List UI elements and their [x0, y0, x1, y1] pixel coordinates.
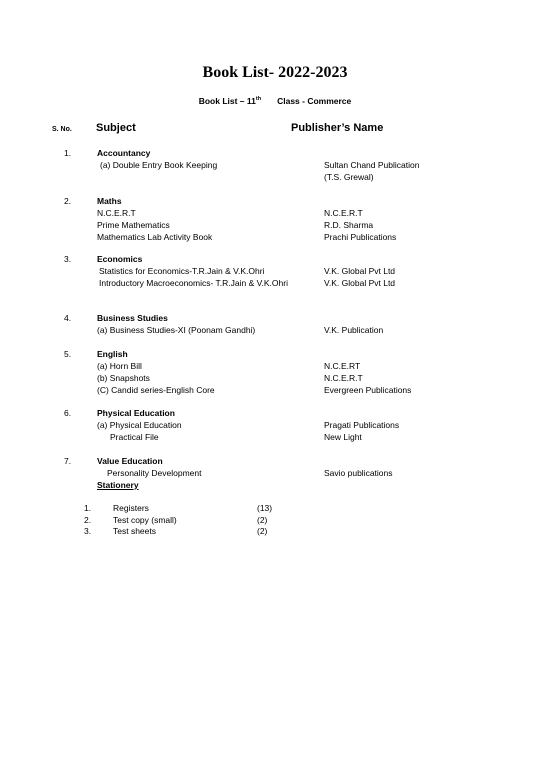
book-title: (a) Business Studies-XI (Poonam Gandhi) — [97, 325, 256, 335]
list-item — [84, 526, 397, 538]
book-title: N.C.E.R.T — [97, 208, 136, 218]
publisher-name: N.C.E.R.T — [324, 208, 363, 218]
section-number: 1. — [64, 148, 72, 158]
section-title: Economics — [97, 254, 143, 264]
section — [0, 407, 550, 455]
subtitle-superscript: th — [255, 96, 262, 103]
list-item — [0, 219, 550, 231]
section — [0, 312, 550, 348]
section-title: Maths — [97, 196, 122, 206]
section-number: 4. — [64, 313, 72, 323]
list-item — [84, 514, 397, 527]
section-number: 5. — [64, 349, 72, 359]
item-name: Test sheets — [113, 526, 156, 536]
section — [0, 348, 550, 407]
list-item — [0, 231, 550, 243]
subtitle-prefix: Book List – 11 — [198, 96, 256, 106]
section-title: Value Education — [97, 456, 163, 466]
list-item — [0, 384, 550, 396]
publisher-name: New Light — [324, 432, 362, 442]
publisher-name: Evergreen Publications — [324, 385, 412, 395]
section-number: 2. — [64, 196, 72, 206]
page-title: Book List- 2022-2023 — [202, 64, 348, 81]
item-number: 1. — [84, 503, 92, 513]
publisher-name: N.C.E.R.T — [324, 373, 363, 383]
book-title: (a) Double Entry Book Keeping — [100, 160, 218, 170]
list-item — [0, 467, 550, 479]
publisher-name: Prachi Publications — [324, 232, 397, 242]
section-number: 3. — [64, 254, 72, 264]
list-item — [0, 171, 550, 183]
header-sno: S. No. — [52, 126, 72, 133]
section-title: Physical Education — [97, 408, 175, 418]
list-item — [0, 324, 550, 336]
item-quantity: (2) — [257, 526, 268, 536]
list-item — [84, 503, 397, 515]
publisher-name: R.D. Sharma — [324, 220, 374, 230]
list-item — [0, 419, 550, 431]
book-list — [0, 147, 550, 485]
publisher-name: V.K. Global Pvt Ltd — [324, 266, 396, 276]
subtitle — [0, 96, 550, 106]
item-number: 2. — [84, 514, 92, 525]
item-name: Registers — [113, 503, 149, 513]
list-item — [0, 431, 550, 443]
book-title: Practical File — [110, 432, 159, 442]
stationery-list — [84, 503, 397, 538]
book-title: (C) Candid series-English Core — [97, 385, 215, 395]
section — [0, 253, 550, 312]
section — [0, 147, 550, 195]
book-title: (b) Snapshots — [97, 373, 150, 383]
publisher-name: N.C.E.RT — [324, 361, 361, 371]
section-number: 6. — [64, 408, 72, 418]
item-quantity: (2) — [257, 514, 268, 525]
book-title: (a) Physical Education — [97, 420, 182, 430]
section-number: 7. — [64, 456, 72, 466]
list-item — [0, 159, 550, 171]
stationery-title: Stationery — [97, 480, 139, 490]
section-title: Business Studies — [97, 313, 168, 323]
book-title: Introductory Macroeconomics- T.R.Jain & V.K.Ohri — [99, 278, 288, 288]
publisher-name: V.K. Publication — [324, 325, 384, 335]
list-item — [0, 360, 550, 372]
book-title: (a) Horn Bill — [97, 361, 142, 371]
item-name: Test copy (small) — [113, 514, 177, 525]
book-title: Statistics for Economics-T.R.Jain & V.K.Ohri — [99, 266, 265, 276]
class-label: Class - Commerce — [277, 96, 352, 106]
book-title: Personality Development — [107, 468, 202, 478]
table-header — [0, 122, 550, 136]
header-subject: Subject — [96, 122, 136, 134]
item-quantity: (13) — [257, 503, 273, 513]
publisher-name: Pragati Publications — [324, 420, 400, 430]
section-title: Accountancy — [97, 148, 151, 158]
stationery-section — [84, 479, 397, 538]
publisher-name: Sultan Chand Publication — [324, 160, 420, 170]
header-publisher: Publisher’s Name — [291, 122, 384, 134]
publisher-name: (T.S. Grewal) — [324, 172, 374, 182]
publisher-name: Savio publications — [324, 468, 393, 478]
list-item — [0, 372, 550, 384]
publisher-name: V.K. Global Pvt Ltd — [324, 278, 396, 288]
book-title: Mathematics Lab Activity Book — [97, 232, 213, 242]
item-number: 3. — [84, 526, 92, 536]
list-item — [0, 277, 550, 289]
book-title: Prime Mathematics — [97, 220, 170, 230]
section-title: English — [97, 349, 128, 359]
list-item — [0, 207, 550, 219]
section — [0, 195, 550, 253]
list-item — [0, 265, 550, 277]
